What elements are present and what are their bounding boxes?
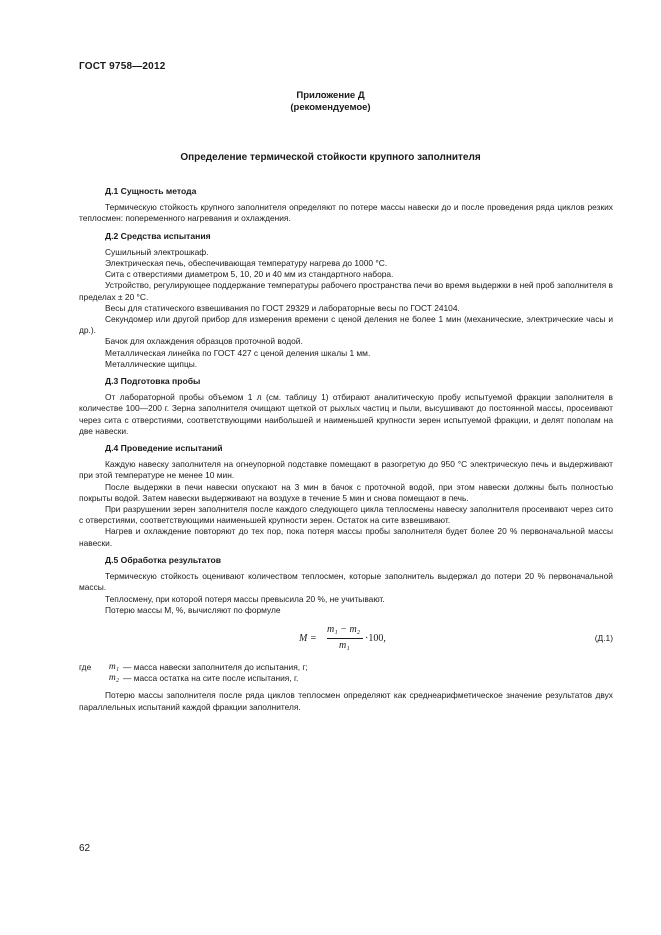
paragraph: Нагрев и охлаждение повторяют до тех пор, пока потеря массы пробы заполнителя будет более 20 % первоначальной массы навески. bbox=[79, 526, 613, 548]
section-heading-3: Д.3 Подготовка пробы bbox=[105, 376, 201, 387]
page-number: 62 bbox=[79, 843, 91, 854]
formula-numerator: m₁ − m₂ bbox=[327, 623, 361, 635]
document-body bbox=[79, 180, 613, 713]
equipment-item: Секундомер или другой прибор для измерения времени с ценой деления не более 1 мин (механические, электрические часы и др.). bbox=[79, 314, 613, 336]
paragraph: Потерю массы заполнителя после ряда циклов теплосмен определяют как среднеарифметическое значение результатов двух параллельных испытаний каждой фракции заполнителя. bbox=[79, 690, 613, 712]
section-heading-2: Д.2 Средства испытания bbox=[105, 230, 211, 241]
legend-where: где bbox=[79, 661, 92, 672]
document-header: ГОСТ 9758—2012 bbox=[79, 61, 166, 72]
appendix-subtitle: (рекомендуемое) bbox=[290, 102, 371, 113]
formula-multiplier: ·100, bbox=[365, 632, 386, 644]
formula-denominator: m₁ bbox=[339, 639, 350, 651]
appendix-title: Приложение Д bbox=[296, 90, 365, 101]
formula-lhs: M = bbox=[299, 632, 317, 644]
equipment-item: Сита с отверстиями диаметром 5, 10, 20 и 40 мм из стандартного набора. bbox=[105, 269, 394, 280]
paragraph: После выдержки в печи навески опускают на 3 мин в бачок с проточной водой, при этом навески должны быть полностью покрыты водой. Затем навески выдерживают на воздухе в течение 5 мин и снова помещают в печь. bbox=[79, 481, 613, 503]
section-heading-1: Д.1 Сущность метода bbox=[105, 186, 197, 196]
equipment-item: Металлическая линейка по ГОСТ 427 с ценой деления шкалы 1 мм. bbox=[105, 347, 371, 358]
equipment-item: Устройство, регулирующее поддержание температуры рабочего пространства печи во время выдержки в ней проб заполнителя в пределах ± 20 °С. bbox=[79, 280, 613, 302]
equipment-item: Весы для статического взвешивания по ГОСТ 29329 и лабораторные весы по ГОСТ 24104. bbox=[105, 302, 460, 313]
legend-text: — масса остатка на сите после испытания, г. bbox=[123, 673, 299, 684]
equipment-item: Электрическая печь, обеспечивающая температуру нагрева до 1000 °С. bbox=[105, 258, 388, 269]
paragraph: Термическую стойкость крупного заполнителя определяют по потере массы навески до и после проведения ряда циклов резких теплосмен: попеременного нагревания и охлаждения. bbox=[79, 202, 613, 224]
legend-row bbox=[79, 673, 613, 684]
legend-text: — масса навески заполнителя до испытания, г; bbox=[123, 661, 308, 672]
legend-symbol: m₂ bbox=[108, 673, 119, 684]
formula-d1 bbox=[79, 624, 613, 658]
paragraph: От лабораторной пробы объемом 1 л (см. таблицу 1) отбирают аналитическую пробу испытуемой фракции заполнителя в количестве 100—200 г. Зерна заполнителя очищают щеткой от рыхлых частиц и пыли, высушивают до постоянной массы, просеивают через сита с отверстиями, соответствующими наибольшей и наименьшей крупности зерен испытуемой фракции, и делят пополам на две навески. bbox=[79, 392, 613, 436]
formula-number: (Д.1) bbox=[594, 632, 613, 643]
paragraph: При разрушении зерен заполнителя после каждого следующего цикла теплосмены навеску заполнителя просеивают через сито с отверстиями, соответствующими наименьшей крупности зерен. Остаток на сите взвешивают. bbox=[79, 504, 613, 526]
legend-symbol: m₁ bbox=[108, 661, 119, 672]
paragraph: Каждую навеску заполнителя на огнеупорной подставке помещают в разогретую до 950 °С электрическую печь и выдерживают при этой температуре не менее 10 мин. bbox=[79, 459, 613, 481]
document-title: Определение термической стойкости крупного заполнителя bbox=[180, 152, 481, 163]
section-heading-5: Д.5 Обработка результатов bbox=[105, 554, 222, 565]
paragraph: Теплосмену, при которой потеря массы превысила 20 %, не учитывают. bbox=[105, 593, 385, 604]
equipment-item: Бачок для охлаждения образцов проточной водой. bbox=[105, 336, 303, 347]
equipment-item: Металлические щипцы. bbox=[105, 358, 198, 369]
section-heading-4: Д.4 Проведение испытаний bbox=[105, 443, 223, 454]
equipment-item: Сушильный электрошкаф. bbox=[105, 246, 209, 257]
formula-legend bbox=[79, 662, 613, 684]
paragraph: Потерю массы М, %, вычисляют по формуле bbox=[105, 604, 281, 615]
paragraph: Термическую стойкость оценивают количеством теплосмен, которые заполнитель выдержал до потери 20 % первоначальной массы. bbox=[79, 571, 613, 593]
fraction-bar bbox=[327, 638, 363, 639]
legend-row bbox=[79, 662, 613, 673]
